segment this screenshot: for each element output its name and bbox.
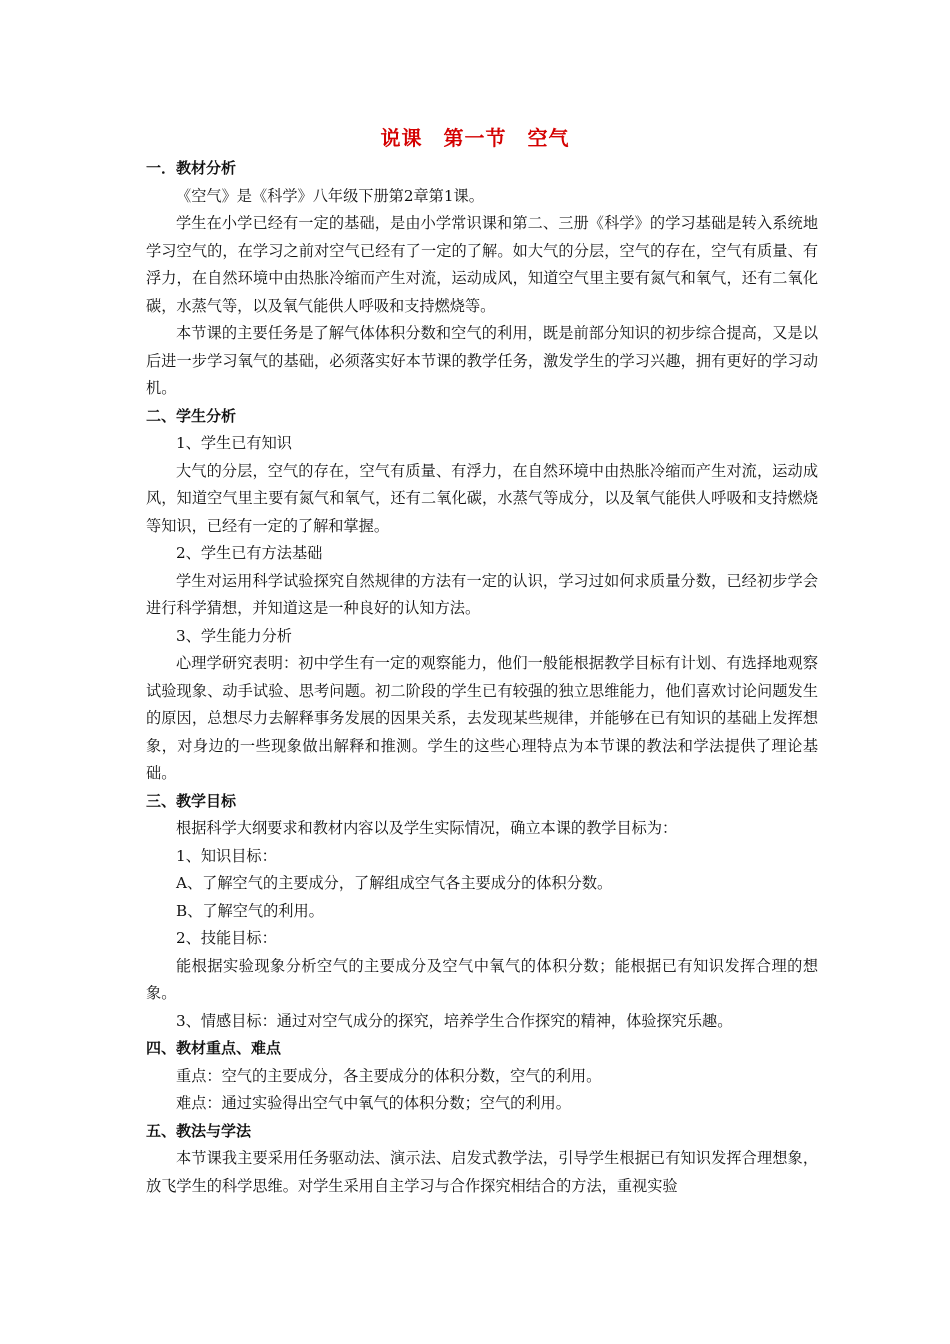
paragraph: 难点：通过实验得出空气中氧气的体积分数；空气的利用。 [176,1094,571,1112]
paragraph: 学生在小学已经有一定的基础，是由小学常识课和第二、三册《科学》的学习基础是转入系统地学习空气的，在学习之前对空气已经有了一定的了解。如大气的分层，空气的存在，空气有质量、有浮力，在自然环境中由热胀冷缩而产生对流，运动成风，知道空气里主要有氮气和氧气，还有二氧化碳，水蒸气等，以及氧气能供人呼吸和支持燃烧等。 [146,214,818,315]
subheading: 1、学生已有知识 [176,434,292,452]
section-heading: 二、学生分析 [146,406,237,425]
paragraph: 学生对运用科学试验探究自然规律的方法有一定的认识，学习过如何求质量分数，已经初步学会进行科学猜想，并知道这是一种良好的认知方法。 [146,571,818,617]
paragraph: 《空气》是《科学》八年级下册第2章第1课。 [176,186,484,205]
section-heading: 五、教法与学法 [146,1121,252,1140]
subheading: 3、学生能力分析 [176,626,292,645]
subheading: 1、知识目标： [176,846,277,865]
document-body [146,155,818,1200]
paragraph: 3、情感目标：通过对空气成分的探究，培养学生合作探究的精神，体验探究乐趣。 [176,1011,733,1030]
section-heading: 四、教材重点、难点 [146,1039,282,1057]
paragraph: 重点：空气的主要成分，各主要成分的体积分数，空气的利用。 [176,1066,602,1085]
subheading: 2、学生已有方法基础 [176,544,323,562]
list-item: A、了解空气的主要成分，了解组成空气各主要成分的体积分数。 [176,874,613,892]
document-title: 说课 第一节 空气 [380,126,570,150]
paragraph: 大气的分层，空气的存在，空气有质量、有浮力，在自然环境中由热胀冷缩而产生对流，运动成风，知道空气里主要有氮气和氧气，还有二氧化碳，水蒸气等成分，以及氧气能供人呼吸和支持燃烧等知识，已经有一定的了解和掌握。 [146,461,818,535]
paragraph: 能根据实验现象分析空气的主要成分及空气中氧气的体积分数；能根据已有知识发挥合理的想象。 [146,956,818,1002]
paragraph: 心理学研究表明：初中学生有一定的观察能力，他们一般能根据教学目标有计划、有选择地观察试验现象、动手试验、思考问题。初二阶段的学生已有较强的独立思维能力，他们喜欢讨论问题发生的原因，总想尽力去解释事务发展的因果关系，去发现某些规律，并能够在已有知识的基础上发挥想象，对身边的一些现象做出解释和推测。学生的这些心理特点为本节课的教法和学法提供了理论基础。 [146,654,818,782]
paragraph: 根据科学大纲要求和教材内容以及学生实际情况，确立本课的教学目标为： [176,819,678,837]
section-heading: 一．教材分析 [146,159,237,177]
paragraph: 本节课的主要任务是了解气体体积分数和空气的利用，既是前部分知识的初步综合提高，又是以后进一步学习氧气的基础，必须落实好本节课的教学任务，激发学生的学习兴趣，拥有更好的学习动机。 [146,324,818,397]
section-heading: 三、教学目标 [146,791,237,810]
list-item: B、了解空气的利用。 [176,901,324,920]
paragraph: 本节课我主要采用任务驱动法、演示法、启发式教学法，引导学生根据已有知识发挥合理想象，放飞学生的科学思维。对学生采用自主学习与合作探究相结合的方法，重视实验 [146,1149,818,1195]
subheading: 2、技能目标： [176,929,277,947]
